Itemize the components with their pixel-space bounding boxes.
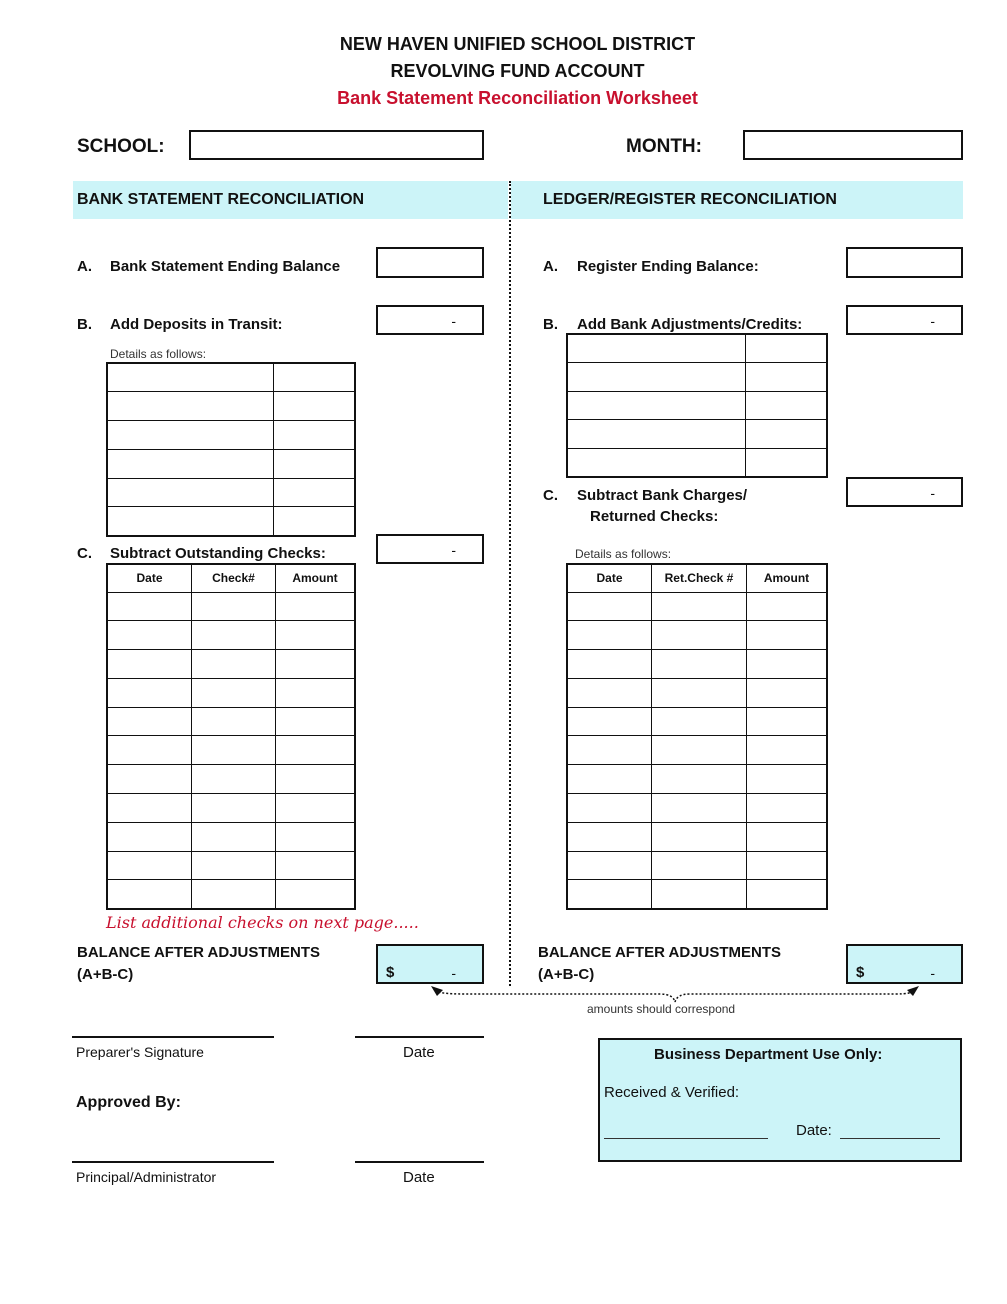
deposit-desc-cell[interactable] (107, 392, 274, 421)
business-use-title: Business Department Use Only: (654, 1046, 883, 1063)
bank-adjustments-table (566, 333, 828, 478)
check-cell[interactable] (107, 851, 192, 880)
ret-check-cell[interactable] (747, 765, 828, 794)
left-c-value-box[interactable] (376, 534, 484, 564)
ret-check-cell[interactable] (747, 736, 828, 765)
left-b-value-box[interactable] (376, 305, 484, 335)
adjustment-amount-cell[interactable] (746, 363, 828, 392)
right-a-label: Register Ending Balance: (577, 258, 759, 275)
left-balance-formula: (A+B-C) (77, 966, 134, 983)
right-section-heading: LEDGER/REGISTER RECONCILIATION (543, 191, 837, 208)
ret-check-cell[interactable] (652, 592, 747, 621)
business-date-line[interactable] (840, 1138, 940, 1139)
check-cell[interactable] (107, 822, 192, 851)
month-field[interactable] (743, 130, 963, 160)
check-cell[interactable] (192, 707, 276, 736)
right-b-label: Add Bank Adjustments/Credits: (577, 316, 803, 333)
col-ret-check-header: Ret.Check # (652, 564, 747, 592)
preparer-signature-label: Preparer's Signature (76, 1044, 204, 1060)
left-balance-box[interactable] (376, 944, 484, 984)
ret-check-cell[interactable] (567, 621, 652, 650)
left-a-label: Bank Statement Ending Balance (110, 258, 341, 275)
left-details-label: Details as follows: (110, 347, 207, 361)
adjustment-desc-cell[interactable] (567, 363, 746, 392)
ret-check-cell[interactable] (747, 621, 828, 650)
deposits-table (106, 362, 356, 537)
check-cell[interactable] (107, 678, 192, 707)
check-cell[interactable] (276, 794, 356, 823)
check-cell[interactable] (107, 650, 192, 679)
ret-check-cell[interactable] (652, 880, 747, 909)
right-c-label-2: Returned Checks: (590, 508, 719, 525)
ret-check-cell[interactable] (567, 736, 652, 765)
adjustment-desc-cell[interactable] (567, 448, 746, 477)
right-a-value-box[interactable] (846, 247, 963, 278)
adjustment-amount-cell[interactable] (746, 420, 828, 449)
principal-signature-line[interactable] (72, 1161, 274, 1163)
adjustment-desc-cell[interactable] (567, 391, 746, 420)
ret-check-cell[interactable] (652, 621, 747, 650)
check-cell[interactable] (107, 736, 192, 765)
business-date-label: Date: (796, 1122, 832, 1139)
check-cell[interactable] (192, 650, 276, 679)
right-balance-value: - (930, 965, 935, 981)
ret-check-cell[interactable] (652, 765, 747, 794)
deposit-amount-cell[interactable] (274, 507, 356, 536)
ret-check-cell[interactable] (567, 880, 652, 909)
ret-check-cell[interactable] (747, 794, 828, 823)
ret-check-cell[interactable] (652, 650, 747, 679)
deposit-desc-cell[interactable] (107, 478, 274, 507)
right-c-value-box[interactable] (846, 477, 963, 507)
deposit-amount-cell[interactable] (274, 421, 356, 450)
ret-check-cell[interactable] (747, 650, 828, 679)
school-field[interactable] (189, 130, 484, 160)
left-b-label: Add Deposits in Transit: (110, 316, 283, 333)
left-balance-label: BALANCE AFTER ADJUSTMENTS (77, 944, 321, 961)
date-line-1[interactable] (355, 1036, 484, 1038)
left-balance-currency: $ (386, 964, 395, 981)
check-cell[interactable] (276, 621, 356, 650)
right-b-letter: B. (543, 316, 558, 333)
ret-check-cell[interactable] (567, 794, 652, 823)
check-cell[interactable] (192, 678, 276, 707)
received-line[interactable] (604, 1138, 768, 1139)
correspond-note: amounts should correspond (587, 1002, 736, 1016)
adjustment-amount-cell[interactable] (746, 391, 828, 420)
deposit-amount-cell[interactable] (274, 363, 356, 392)
right-balance-label: BALANCE AFTER ADJUSTMENTS (538, 944, 782, 961)
check-cell[interactable] (276, 880, 356, 909)
ret-check-cell[interactable] (652, 736, 747, 765)
check-cell[interactable] (276, 736, 356, 765)
adjustment-desc-cell[interactable] (567, 334, 746, 363)
left-c-label: Subtract Outstanding Checks: (110, 545, 326, 562)
left-c-value: - (451, 542, 456, 558)
check-cell[interactable] (192, 736, 276, 765)
month-label: MONTH: (626, 136, 702, 157)
district-title: NEW HAVEN UNIFIED SCHOOL DISTRICT (339, 34, 696, 54)
col-amount-header: Amount (276, 564, 356, 592)
deposit-desc-cell[interactable] (107, 363, 274, 392)
account-title: REVOLVING FUND ACCOUNT (390, 61, 645, 81)
date-label-1: Date (403, 1044, 435, 1061)
date-line-2[interactable] (355, 1161, 484, 1163)
check-cell[interactable] (192, 851, 276, 880)
worksheet-title: Bank Statement Reconciliation Worksheet (337, 88, 698, 108)
ret-check-cell[interactable] (567, 678, 652, 707)
check-cell[interactable] (276, 822, 356, 851)
ret-check-cell[interactable] (747, 678, 828, 707)
col-check-header: Check# (192, 564, 276, 592)
ret-check-cell[interactable] (567, 765, 652, 794)
deposit-amount-cell[interactable] (274, 478, 356, 507)
check-cell[interactable] (107, 592, 192, 621)
check-cell[interactable] (192, 621, 276, 650)
ret-check-cell[interactable] (567, 851, 652, 880)
ret-check-cell[interactable] (652, 707, 747, 736)
check-cell[interactable] (276, 592, 356, 621)
check-cell[interactable] (192, 880, 276, 909)
ret-check-cell[interactable] (747, 851, 828, 880)
left-b-value: - (451, 313, 456, 329)
left-section-heading: BANK STATEMENT RECONCILIATION (77, 191, 365, 208)
right-balance-box[interactable] (846, 944, 963, 984)
right-b-value-box[interactable] (846, 305, 963, 335)
date-label-2: Date (403, 1169, 435, 1186)
ret-check-cell[interactable] (652, 822, 747, 851)
right-a-letter: A. (543, 258, 558, 275)
check-cell[interactable] (276, 650, 356, 679)
check-cell[interactable] (192, 822, 276, 851)
returned-checks-table (566, 563, 828, 910)
deposit-amount-cell[interactable] (274, 449, 356, 478)
check-cell[interactable] (276, 707, 356, 736)
check-cell[interactable] (107, 707, 192, 736)
adjustment-amount-cell[interactable] (746, 334, 828, 363)
ret-check-cell[interactable] (567, 707, 652, 736)
right-c-letter: C. (543, 487, 558, 504)
ret-check-cell[interactable] (747, 880, 828, 909)
approved-by-label: Approved By: (76, 1094, 181, 1111)
ret-check-cell[interactable] (567, 650, 652, 679)
right-c-label-1: Subtract Bank Charges/ (577, 487, 748, 504)
ret-check-cell[interactable] (747, 592, 828, 621)
check-cell[interactable] (192, 765, 276, 794)
deposit-desc-cell[interactable] (107, 507, 274, 536)
ret-check-cell[interactable] (652, 678, 747, 707)
ret-check-cell[interactable] (652, 851, 747, 880)
check-cell[interactable] (192, 794, 276, 823)
ret-check-cell[interactable] (747, 707, 828, 736)
left-balance-value: - (451, 965, 456, 981)
left-b-letter: B. (77, 316, 92, 333)
school-label: SCHOOL: (77, 136, 165, 157)
check-cell[interactable] (192, 592, 276, 621)
preparer-signature-line[interactable] (72, 1036, 274, 1038)
check-cell[interactable] (276, 678, 356, 707)
check-cell[interactable] (276, 765, 356, 794)
principal-label: Principal/Administrator (76, 1169, 217, 1185)
received-verified-label: Received & Verified: (604, 1084, 740, 1101)
col-date-header: Date (107, 564, 192, 592)
right-details-label: Details as follows: (575, 547, 672, 561)
right-b-value: - (930, 313, 935, 329)
check-cell[interactable] (276, 851, 356, 880)
left-a-letter: A. (77, 258, 92, 275)
business-use-box (598, 1038, 962, 1162)
additional-checks-note: List additional checks on next page..... (106, 913, 419, 932)
adjustment-desc-cell[interactable] (567, 420, 746, 449)
left-c-letter: C. (77, 545, 92, 562)
check-cell[interactable] (107, 621, 192, 650)
center-divider (509, 181, 511, 986)
right-balance-currency: $ (856, 964, 865, 981)
deposit-desc-cell[interactable] (107, 421, 274, 450)
check-cell[interactable] (107, 794, 192, 823)
check-cell[interactable] (107, 765, 192, 794)
ret-check-cell[interactable] (747, 822, 828, 851)
right-balance-formula: (A+B-C) (538, 966, 595, 983)
ret-check-cell[interactable] (567, 592, 652, 621)
left-a-value-box[interactable] (376, 247, 484, 278)
deposit-amount-cell[interactable] (274, 392, 356, 421)
outstanding-checks-table (106, 563, 356, 910)
col-date-header: Date (567, 564, 652, 592)
adjustment-amount-cell[interactable] (746, 448, 828, 477)
ret-check-cell[interactable] (567, 822, 652, 851)
deposit-desc-cell[interactable] (107, 449, 274, 478)
ret-check-cell[interactable] (652, 794, 747, 823)
col-amount-header: Amount (747, 564, 828, 592)
check-cell[interactable] (107, 880, 192, 909)
right-c-value: - (930, 485, 935, 501)
